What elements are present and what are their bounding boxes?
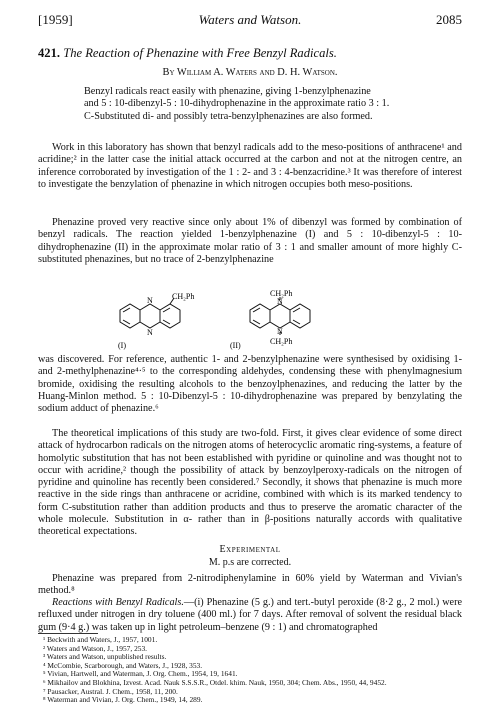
- paragraph-6-lead: Reactions with Benzyl Radicals.: [52, 597, 184, 608]
- reference-3: ³ Waters and Watson, unpublished results.: [43, 652, 167, 662]
- abstract: [84, 86, 462, 123]
- substituent-I: CH₂Ph: [172, 292, 195, 301]
- journal-year: [1959]: [38, 12, 73, 27]
- nitrogen-label-bottom-II: N: [277, 327, 283, 336]
- paragraph-3: was discovered. For reference, authentic 1- and 2-benzylphenazine were synthesised by oxidising 1- and 2-methylphenazine⁴·⁵ to the corresponding aldehydes, condensing these with phenylmagnesium bromide, oxidising the resulting alcohols to the benzoylphenazines, and reducing the latter by the Huang-Minlon method. 5 : 10-Dibenzyl-5 : 10-dihydrophenazine was prepared by benzylating the sodium adduct of phenazine.⁶: [38, 354, 462, 415]
- intro-paragraph: [38, 142, 462, 191]
- results-paragraph: [38, 217, 462, 266]
- ring-right-II: [290, 304, 310, 328]
- paragraph-6: [38, 597, 462, 634]
- benzyl-reaction-paragraph: [38, 597, 462, 634]
- reference-2: ² Waters and Watson, J., 1957, 253.: [43, 643, 148, 653]
- synthesis-paragraph: [38, 354, 462, 415]
- author-line: By William A. Waters and D. H. Watson.: [162, 67, 338, 78]
- ring-left-II: [250, 304, 270, 328]
- abstract-line-3: C-Substituted di- and possibly tetra-benzylphenazines are also formed.: [84, 110, 373, 122]
- label-I: (I): [118, 341, 126, 350]
- paragraph-5: Phenazine was prepared from 2-nitrodiphenylamine in 60% yield by Waterman and Vivian's method.⁸: [38, 573, 462, 597]
- structure-figure: [110, 290, 390, 352]
- reference-1: ¹ Beckwith and Waters, J., 1957, 1001.: [43, 635, 158, 644]
- experimental-heading: Experimental: [219, 544, 281, 555]
- references: [38, 636, 462, 705]
- experimental-note: M. p.s are corrected.: [208, 557, 292, 568]
- article-title-text: The Reaction of Phenazine with Free Benzyl Radicals.: [63, 46, 337, 60]
- ring-mid-II: [270, 304, 290, 328]
- abstract-line-1: Benzyl radicals react easily with phenazine, giving 1-benzylphenazine: [84, 86, 371, 97]
- running-title: Waters and Watson.: [198, 12, 302, 27]
- article-number: 421.: [38, 46, 61, 60]
- substituent-bottom-II: CH₂Ph: [270, 337, 293, 346]
- paragraph-6-text: —(i) Phenazine (5 g.) and tert.-butyl peroxide (8·2 g., 2 mol.) were refluxed under nitrogen in dry toluene (400 ml.) for 7 days. After removal of solvent the residual black gum (9·4 g.) was taken up in light petroleum–benzene (9 : 1) and chromatographed: [38, 597, 462, 633]
- footnote-rule: [38, 633, 98, 634]
- page-number: 2085: [436, 12, 462, 27]
- reference-8: ⁸ Waterman and Vivian, J. Org. Chem., 1949, 14, 289.: [43, 695, 203, 705]
- ring-mid-I: [140, 304, 160, 328]
- reference-4: ⁴ McCombie, Scarborough, and Waters, J., 1928, 353.: [43, 660, 203, 670]
- reference-7: ⁷ Pausacker, Austral. J. Chem., 1958, 11, 200.: [43, 686, 178, 696]
- reference-6: ⁶ Mikhailov and Blokhina, Izvest. Acad. Nauk S.S.S.R., Otdel. khim. Nauk, 1950, 304; Chem. Abs., 1950, 44, 9452.: [43, 677, 387, 687]
- article-title: [38, 46, 462, 61]
- theory-paragraph: [38, 428, 462, 539]
- abstract-line-2: and 5 : 10-dibenzyl-5 : 10-dihydrophenazine in the approximate ratio 3 : 1.: [84, 98, 390, 110]
- ring-left-I: [120, 304, 140, 328]
- reference-5: ⁵ Vivian, Hartwell, and Waterman, J. Org. Chem., 1954, 19, 1641.: [43, 669, 238, 679]
- nitrogen-label-bottom-I: N: [147, 328, 153, 337]
- phenazine-prep-paragraph: [38, 573, 462, 598]
- page-header: [38, 12, 462, 30]
- paragraph-2: Phenazine proved very reactive since only about 1% of dibenzyl was formed by combination of benzyl radicals. The reaction yielded 1-benzylphenazine (I) and 5 : 10-dibenzyl-5 : 10-dihydrophenazine (II) in the approximate molar ratio of 3 : 1 and smaller amount of more highly C-substituted phenazines, but no trace of 2-benzylphenazine: [38, 217, 462, 265]
- label-II: (II): [230, 341, 241, 350]
- ring-right-I: [160, 304, 180, 328]
- paragraph-1: Work in this laboratory has shown that benzyl radicals add to the meso-positions of anthracene¹ and acridine;² in the latter case the initial attack occurred at the carbon and not at the nitrogen centre, an inference corroborated by investigation of the 1 : 2- and 3 : 4-benzacridine.³ It was therefore of interest to investigate the benzylation of phenazine in which nitrogen occupies both meso-positions.: [38, 142, 462, 190]
- nitrogen-label-top-I: N: [147, 296, 153, 305]
- substituent-top-II: CH₂Ph: [270, 290, 293, 298]
- nitrogen-label-top-II: N: [277, 297, 283, 306]
- paragraph-4: The theoretical implications of this study are two-fold. First, it gives clear evidence of some direct attack of hydrocarbon radicals on the nitrogen atoms of heterocyclic aromatic ring-systems, a feature of homolytic substitution that has not been established with pyridine or quinoline and was thought not to occur with acridine,² though the possibility of attack by benzoylperoxy-radicals on the nitrogen of pyridine and quinoline has recently been considered.⁷ Secondly, it shows that phenazine is much more reactive in the side rings than anthracene or acridine, combined with which is its marked tendency to form C-substitution rather than addition products and thus to preserve the aromatic character of the whole molecule. Substitution in α- rather than in β-positions naturally accords with qualitative theoretical expectations.: [38, 428, 462, 538]
